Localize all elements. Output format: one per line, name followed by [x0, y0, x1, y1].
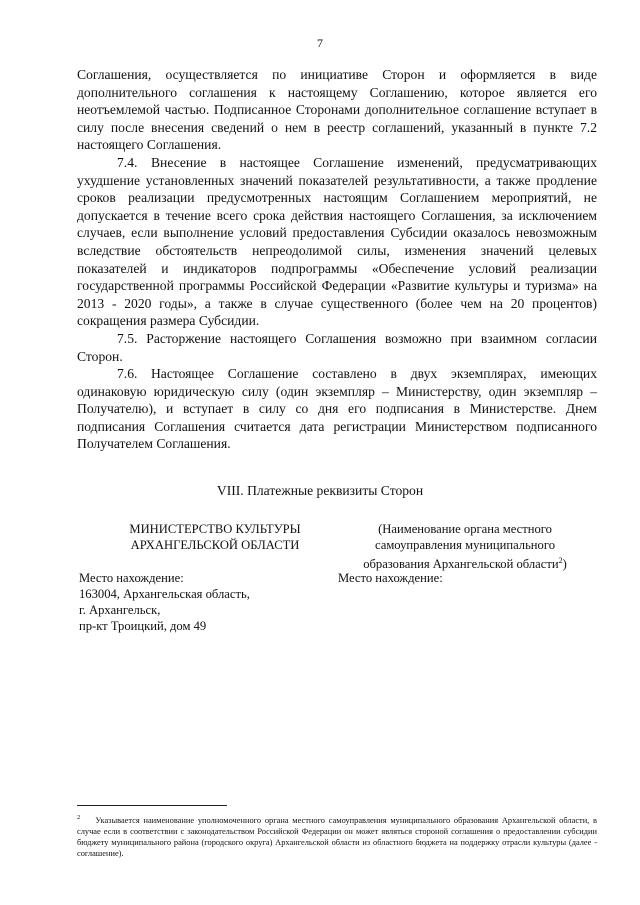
ministry-name — [100, 521, 330, 553]
ministry-name-line1: МИНИСТЕРСТВО КУЛЬТУРЫ — [129, 522, 301, 536]
ministry-address — [79, 570, 329, 634]
page-number: 7 — [317, 36, 323, 50]
municipal-body-name — [335, 521, 595, 572]
footnote-reference: 2 — [558, 556, 563, 565]
section-heading: VIII. Платежные реквизиты Сторон — [216, 483, 424, 498]
ministry-location-label: Место нахождение: — [79, 571, 184, 585]
footnote-marker: 2 — [77, 814, 81, 821]
agreement-body — [77, 66, 597, 453]
municipal-address — [338, 570, 588, 586]
ministry-address-line1: 163004, Архангельская область, — [79, 587, 250, 601]
footnote — [77, 812, 597, 859]
ministry-address-line2: г. Архангельск, — [79, 603, 161, 617]
municipal-location-label: Место нахождение: — [338, 571, 443, 585]
municipal-name-line1: (Наименование органа местного — [378, 522, 552, 536]
footnote-divider — [77, 805, 227, 806]
closing-parenthesis: ) — [562, 557, 567, 572]
footnote-text: Указывается наименование уполномоченного органа местного самоуправления муниципального образования Архангельской области, в случае если в соответствии с законодательством Российской Федерации он может являться стороной соглашения о предоставлении субсидии бюджету муниципального района (городского округа) Архангельской области из областного бюджета на поддержку отрасли культуры (далее - соглашение). — [77, 815, 597, 858]
paragraph-7-5: 7.5. Расторжение настоящего Соглашения возможно при взаимном согласии Сторон. — [77, 330, 597, 364]
paragraph-7-4: 7.4. Внесение в настоящее Соглашение изменений, предусматривающих ухудшение установленных значений показателей результативности, а также продление сроков реализации предусмотренных настоящим Соглашением мероприятий, не допускается в течение всего срока действия настоящего Соглашения, за исключением случаев, если выполнение условий предоставления Субсидии оказалось невозможным вследствие обстоятельств непреодолимой силы, изменения значений целевых показателей и индикаторов подпрограммы «Обеспечение условий реализации государственной программы Российской Федерации «Развитие культуры и туризма» на 2013 - 2020 годы», а также в случае существенного (более чем на 20 процентов) сокращения размера Субсидии. — [77, 154, 597, 329]
ministry-name-line2: АРХАНГЕЛЬСКОЙ ОБЛАСТИ — [130, 538, 300, 552]
paragraph-7-6: 7.6. Настоящее Соглашение составлено в двух экземплярах, имеющих одинаковую юридическую силу (один экземпляр – Министерству, один экземпляр – Получателю), и вступает в силу со дня его подписания в Министерстве. Днем подписания Соглашения считается дата регистрации Министерством подписанного Получателем Соглашения. — [77, 366, 597, 452]
paragraph-continuation: Соглашения, осуществляется по инициативе Сторон и оформляется в виде дополнительного соглашения к настоящему Соглашению, которое является его неотъемлемой частью. Подписанное Сторонами дополнительное соглашение вступает в силу после внесения сведений о нем в реестр соглашений, указанный в пункте 7.2 настоящего Соглашения. — [77, 67, 597, 153]
municipal-name-line3-text: образования Архангельской области — [363, 557, 559, 572]
municipal-name-line2: самоуправления муниципального — [375, 538, 555, 552]
ministry-address-line3: пр-кт Троицкий, дом 49 — [79, 619, 207, 633]
